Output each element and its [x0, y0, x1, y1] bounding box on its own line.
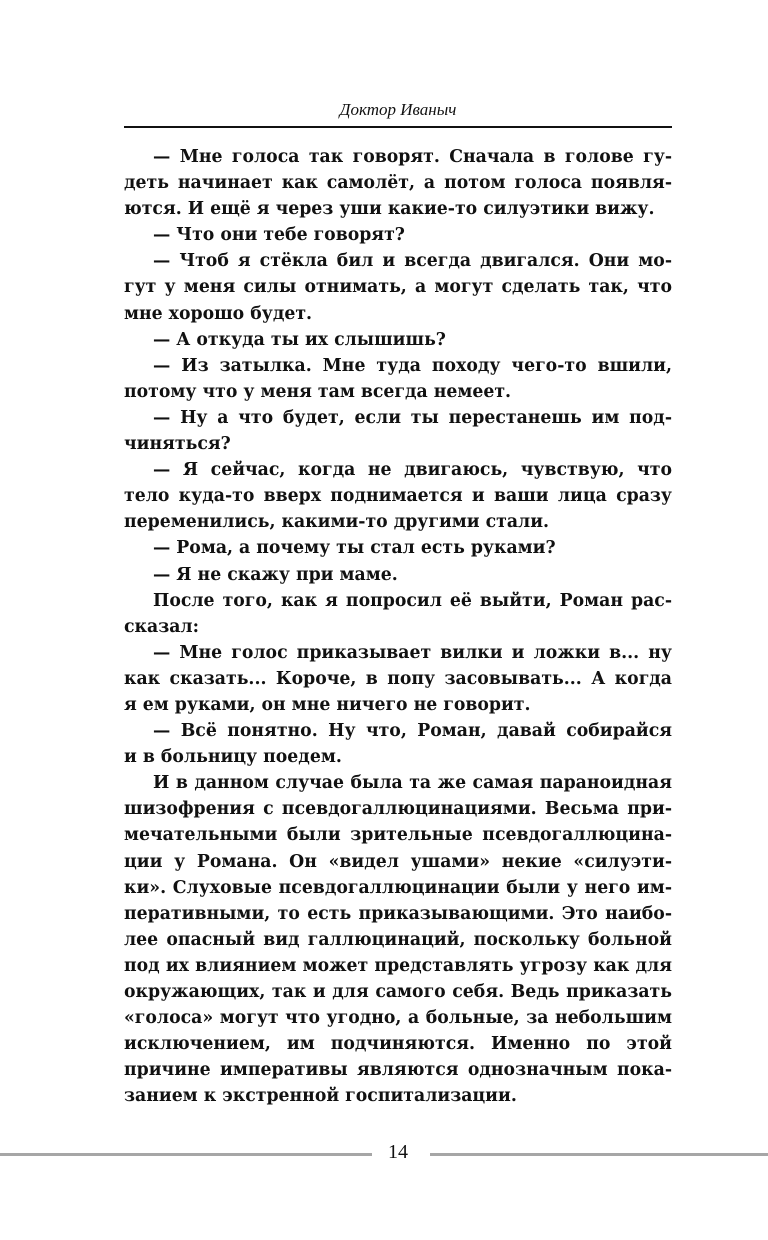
- text-line: занием к экстренной госпитализации.: [124, 1086, 517, 1107]
- text-line: ются. И ещё я через уши какие-то силуэтики вижу.: [124, 199, 655, 220]
- running-header: Доктор Иваныч: [339, 100, 457, 119]
- text-line: — Рома, а почему ты стал есть руками?: [153, 538, 556, 559]
- text-line: перативными, то есть приказывающими. Это наибо-: [124, 903, 672, 924]
- text-line: сказал:: [124, 616, 199, 637]
- text-line: — Я сейчас, когда не двигаюсь, чувствую, что: [153, 460, 672, 481]
- text-line: лее опасный вид галлюцинаций, поскольку больной: [124, 929, 672, 950]
- text-line: — А откуда ты их слышишь?: [153, 329, 446, 350]
- text-line: исключением, им подчиняются. Именно по этой: [124, 1034, 672, 1055]
- text-line: — Мне голоса так говорят. Сначала в голове гу-: [153, 147, 672, 167]
- page-body-text: [124, 144, 672, 1109]
- paragraph: [124, 588, 672, 640]
- paragraph: [124, 562, 672, 588]
- header-rule: [124, 126, 672, 128]
- text-line: — Чтоб я стёкла бил и всегда двигался. Они мо-: [153, 251, 672, 272]
- text-line: и в больницу поедем.: [124, 747, 342, 768]
- paragraph: [124, 353, 672, 405]
- text-line: мне хорошо будет.: [124, 303, 313, 324]
- text-line: тело куда-то вверх поднимается и ваши лица сразу: [124, 486, 672, 507]
- paragraph: [124, 718, 672, 770]
- text-line: мечательными были зрительные псевдогаллюцина-: [124, 825, 672, 846]
- page-number: 14: [388, 1141, 408, 1163]
- paragraph: [124, 222, 672, 248]
- text-line: переменились, какими-то другими стали.: [124, 512, 550, 533]
- paragraph: [124, 327, 672, 353]
- paragraph: [124, 640, 672, 718]
- text-line: шизофрения с псевдогаллюцинациями. Весьма при-: [124, 799, 672, 820]
- text-line: я ем руками, он мне ничего не говорит.: [124, 694, 531, 715]
- text-line: чиняться?: [124, 434, 231, 455]
- text-line: как сказать... Короче, в попу засовывать... А когда: [124, 668, 672, 689]
- paragraph: [124, 405, 672, 457]
- paragraph: [124, 248, 672, 326]
- text-line: И в данном случае была та же самая параноидная: [153, 773, 672, 794]
- text-line: окружающих, так и для самого себя. Ведь приказать: [124, 982, 672, 1002]
- text-line: гут у меня силы отнимать, а могут сделать так, что: [124, 277, 672, 298]
- text-line: ции у Романа. Он «видел ушами» некие «силуэти-: [124, 851, 672, 872]
- paragraph: [124, 457, 672, 535]
- paragraph: [124, 770, 672, 1109]
- text-line: После того, как я попросил её выйти, Роман рас-: [153, 590, 672, 611]
- text-line: — Что они тебе говорят?: [153, 225, 405, 246]
- text-line: — Всё понятно. Ну что, Роман, давай собирайся: [153, 721, 672, 742]
- paragraph: [124, 535, 672, 561]
- footer-rule-left: [0, 1153, 372, 1156]
- text-line: «голоса» могут что угодно, а больные, за небольшим: [124, 1008, 672, 1029]
- text-line: — Мне голос приказывает вилки и ложки в... ну: [153, 642, 672, 663]
- text-line: — Я не скажу при маме.: [153, 564, 398, 585]
- paragraph: [124, 144, 672, 222]
- text-line: — Ну а что будет, если ты перестанешь им под-: [153, 407, 672, 428]
- text-line: ки». Слуховые псевдогаллюцинации были у него им-: [124, 877, 672, 898]
- text-line: — Из затылка. Мне туда походу чего-то вшили,: [153, 355, 672, 376]
- footer-rule-right: [430, 1153, 768, 1156]
- text-line: причине императивы являются однозначным пока-: [124, 1060, 672, 1081]
- text-line: под их влиянием может представлять угрозу как для: [124, 955, 672, 976]
- text-line: потому что у меня там всегда немеет.: [124, 381, 512, 402]
- text-line: деть начинает как самолёт, а потом голоса появля-: [124, 173, 672, 194]
